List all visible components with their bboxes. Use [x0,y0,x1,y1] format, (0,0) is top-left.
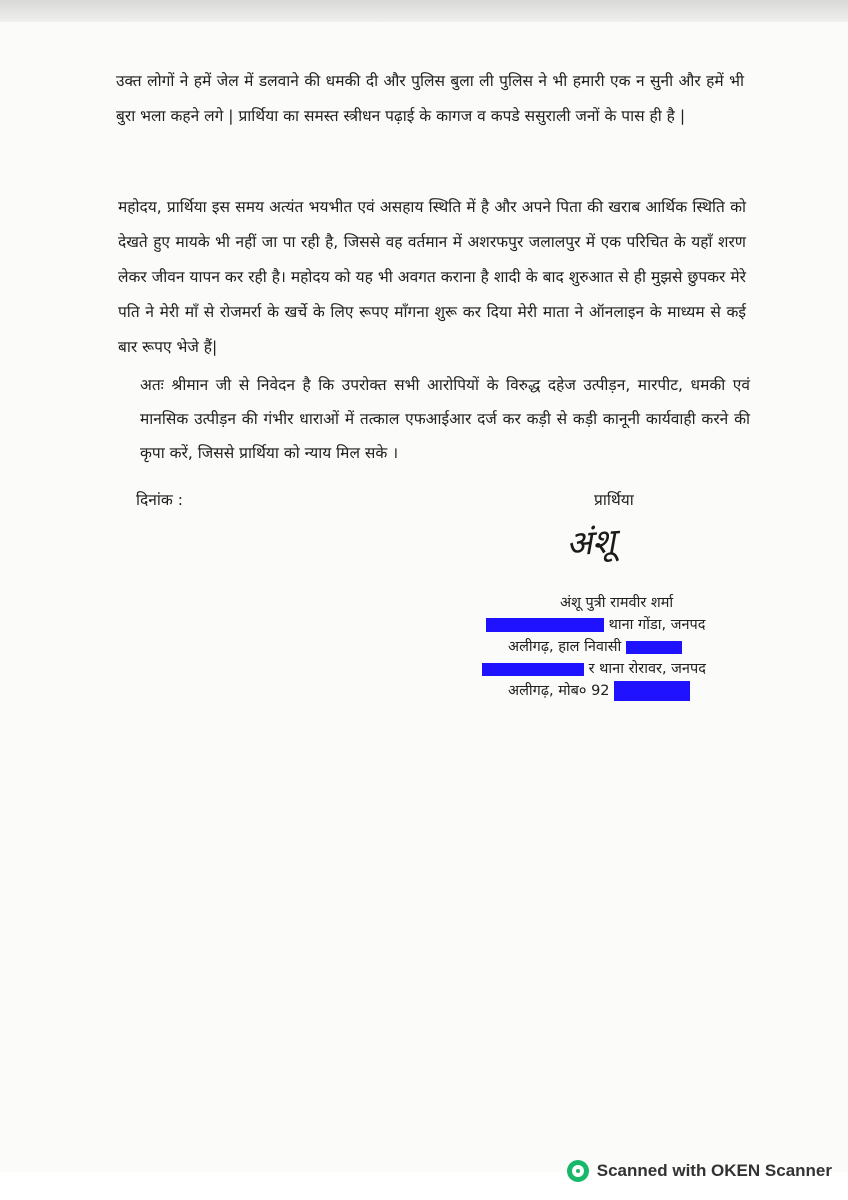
address-line-5-text: अलीगढ़, मोब० 92 [508,683,610,699]
scanner-watermark-text: Scanned with OKEN Scanner [596,1161,832,1180]
address-line-4-text: र थाना रोरावर, जनपद [588,661,706,677]
address-line-1: अंशू पुत्री रामवीर शर्मा [560,595,674,611]
date-label: दिनांक : [136,491,183,509]
redaction-block [614,681,690,701]
oken-scanner-logo-icon [567,1160,589,1182]
address-line-2-text: थाना गोंडा, जनपद [608,617,706,633]
page-top-edge [0,0,848,22]
address-line-4 [482,658,728,680]
paragraph-situation: महोदय, प्रार्थिया इस समय अत्यंत भयभीत एवं असहाय स्थिति में है और अपने पिता की खराब आर्थिक स्थिति को देखते हुए मायके भी नहीं जा पा रही है, जिससे वह वर्तमान में अशरफपुर जलालपुर में एक परिचित के यहाँ शरण लेकर जीवन यापन कर रही है। महोदय को यह भी अवगत कराना है शादी के बाद शुरुआत से ही मुझसे छुपकर मेरे पति ने मेरी माँ से रोजमर्रा के खर्चे के लिए रूपए माँगना शुरू कर दिया मेरी माता ने ऑनलाइन के माध्यम से कई बार रूपए भेजे हैं| [118,198,746,356]
redaction-block [482,663,584,676]
address-line-5 [508,680,728,702]
redaction-block [486,618,604,632]
address-line-3-text: अलीगढ़, हाल निवासी [508,639,622,655]
scanner-watermark [567,1160,832,1182]
paragraph-threat-police: उक्त लोगों ने हमें जेल में डलवाने की धमकी दी और पुलिस बुला ली पुलिस ने भी हमारी एक न सुनी और हमें भी बुरा भला कहने लगे | प्रार्थिया का समस्त स्त्रीधन पढ़ाई के कागज व कपडे ससुराली जनों के पास ही है | [116,72,744,125]
applicant-address [508,592,728,702]
address-line-2 [486,614,728,636]
signature: अंशू [564,521,617,565]
redaction-block [626,641,682,654]
paragraph-request: अतः श्रीमान जी से निवेदन है कि उपरोक्त सभी आरोपियों के विरुद्ध दहेज उत्पीड़न, मारपीट, धमकी एवं मानसिक उत्पीड़न की गंभीर धाराओं में तत्काल एफआईआर दर्ज कर कड़ी से कड़ी कानूनी कार्यवाही करने की कृपा करें, जिससे प्रार्थिया को न्याय मिल सके । [140,376,750,462]
applicant-label: प्रार्थिया [594,491,634,509]
address-line-3 [508,636,728,658]
